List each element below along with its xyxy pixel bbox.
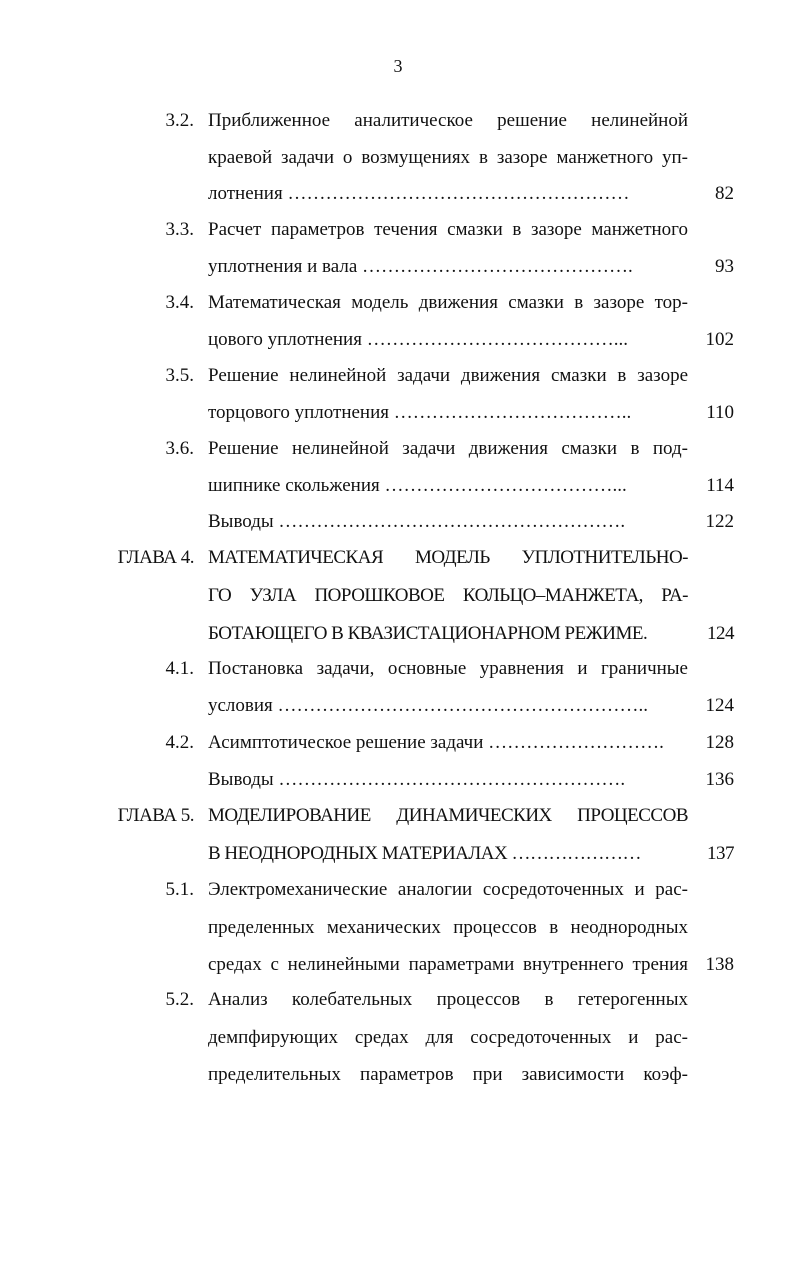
chapter-label: ГЛАВА 5. (117, 805, 194, 826)
toc-entry-conclusions-3 (0, 510, 796, 534)
chapter-label: ГЛАВА 4. (117, 547, 194, 568)
entry-title-line: лотнения ……………………………………………… (208, 183, 630, 204)
section-number: 5.1. (165, 879, 194, 900)
entry-title-line: Выводы ………………………………………………. (208, 769, 626, 790)
toc-entry-5-1 (0, 878, 796, 978)
section-number: 3.2. (165, 110, 194, 131)
entry-title-line: пределенных механических процессов в неоднородных (208, 917, 688, 938)
section-number: 3.6. (165, 438, 194, 459)
chapter-title-line: БОТАЮЩЕГО В КВАЗИСТАЦИОНАРНОМ РЕЖИМЕ. (208, 623, 648, 644)
section-number: 5.2. (165, 989, 194, 1010)
page-ref: 136 (705, 769, 734, 790)
page-ref: 110 (706, 402, 734, 423)
toc-chapter-4 (0, 546, 796, 646)
page-ref: 124 (705, 695, 734, 716)
page-ref: 93 (715, 256, 734, 277)
chapter-title-line: МОДЕЛИРОВАНИЕ ДИНАМИЧЕСКИХ ПРОЦЕССОВ (208, 805, 688, 826)
page-number: 3 (393, 56, 403, 76)
entry-title-line: Асимптотическое решение задачи ………………………. (208, 732, 664, 753)
entry-title-line: Анализ колебательных процессов в гетерогенных (208, 989, 688, 1010)
page-ref: 82 (715, 183, 734, 204)
toc-entry-4-1 (0, 657, 796, 717)
toc-entry-4-2 (0, 731, 796, 755)
toc-entry-5-2 (0, 988, 796, 1088)
toc-chapter-5 (0, 804, 796, 866)
entry-title-line: Приближенное аналитическое решение нелинейной (208, 110, 688, 131)
page-ref: 122 (705, 511, 734, 532)
toc-entry-3-6 (0, 437, 796, 497)
entry-title-line: пределительных параметров при зависимости коэф- (208, 1064, 688, 1085)
page-ref: 102 (705, 329, 734, 350)
page-ref: 128 (705, 732, 734, 753)
section-number: 3.5. (165, 365, 194, 386)
entry-title-line: краевой задачи о возмущениях в зазоре манжетного уп- (208, 147, 688, 168)
chapter-title-line: В НЕОДНОРОДНЫХ МАТЕРИАЛАХ ………………… (208, 843, 641, 864)
page-ref: 138 (705, 954, 734, 975)
chapter-title-line: ГО УЗЛА ПОРОШКОВОЕ КОЛЬЦО–МАНЖЕТА, РА- (208, 585, 688, 606)
page-ref: 137 (707, 843, 734, 864)
entry-title-line: Постановка задачи, основные уравнения и граничные (208, 658, 688, 679)
page-ref: 124 (707, 623, 734, 644)
page-ref: 114 (706, 475, 734, 496)
entry-title-line: Решение нелинейной задачи движения смазки в под- (208, 438, 688, 459)
chapter-title-line: МАТЕМАТИЧЕСКАЯ МОДЕЛЬ УПЛОТНИТЕЛЬНО- (208, 547, 688, 568)
entry-title-line: торцового уплотнения ……………………………….. (208, 402, 632, 423)
entry-title-line: уплотнения и вала ……………………………………. (208, 256, 633, 277)
toc-entry-3-2 (0, 109, 796, 205)
entry-title-line: условия ………………………………………………….. (208, 695, 649, 716)
entry-title-line: Выводы ………………………………………………. (208, 511, 626, 532)
section-number: 4.1. (165, 658, 194, 679)
entry-title-line: Электромеханические аналогии сосредоточенных и рас- (208, 879, 688, 900)
entry-title-line: Расчет параметров течения смазки в зазоре манжетного (208, 219, 688, 240)
entry-title-line: демпфирующих средах для сосредоточенных и рас- (208, 1027, 688, 1048)
entry-title-line: средах с нелинейными параметрами внутреннего трения (208, 954, 688, 975)
entry-title-line: Математическая модель движения смазки в зазоре тор- (208, 292, 688, 313)
entry-title-line: цового уплотнения …………………………………... (208, 329, 628, 350)
toc-entry-3-5 (0, 364, 796, 424)
entry-title-line: Решение нелинейной задачи движения смазки в зазоре (208, 365, 688, 386)
section-number: 4.2. (165, 732, 194, 753)
section-number: 3.3. (165, 219, 194, 240)
toc-entry-conclusions-4 (0, 768, 796, 792)
entry-title-line: шипнике скольжения ………………………………... (208, 475, 627, 496)
toc-entry-3-4 (0, 291, 796, 351)
section-number: 3.4. (165, 292, 194, 313)
toc-entry-3-3 (0, 218, 796, 278)
